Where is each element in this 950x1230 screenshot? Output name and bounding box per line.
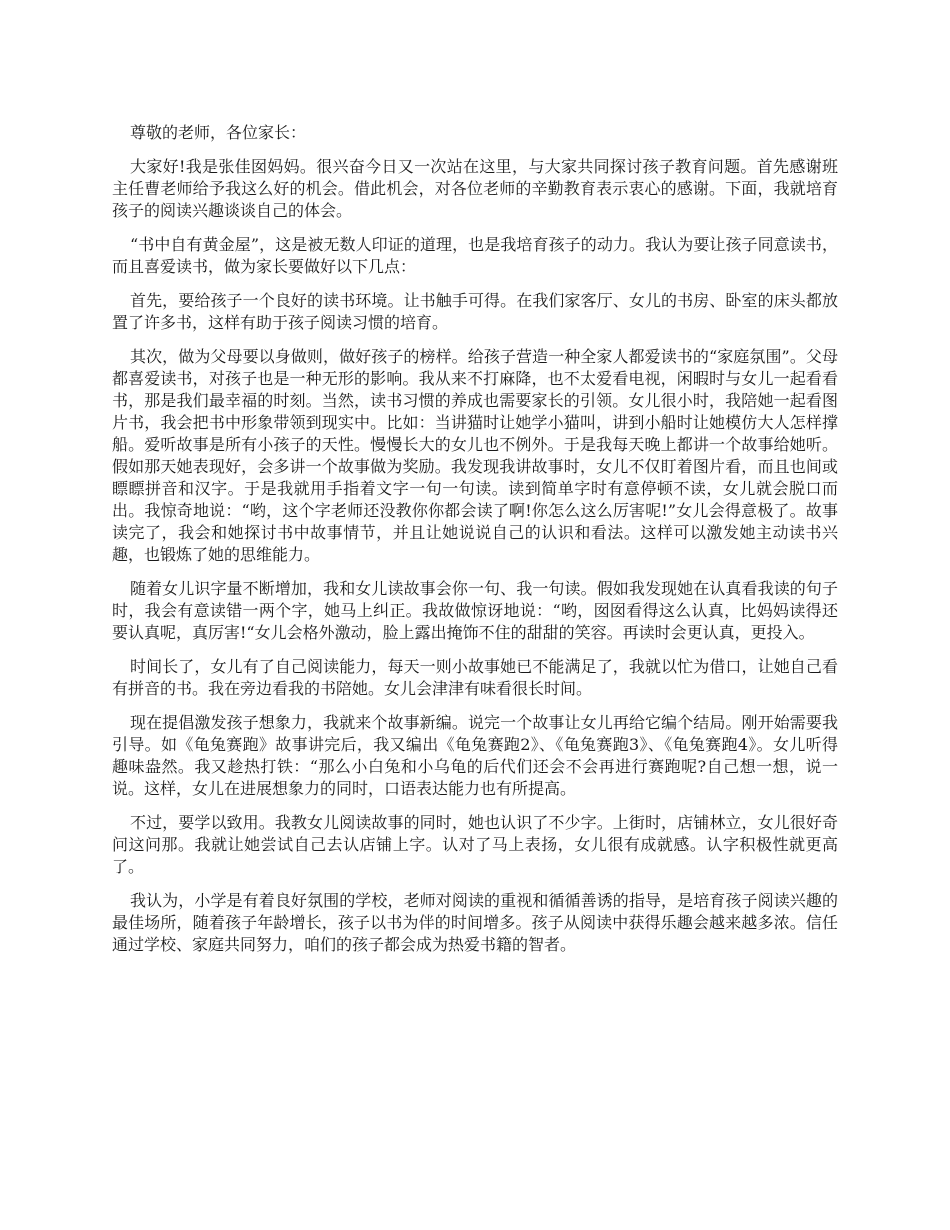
paragraph-4: 其次，做为父母要以身做则，做好孩子的榜样。给孩子营造一种全家人都爱读书的“家庭氛围”。父母都喜爱读书，对孩子也是一种无形的影响。我从来不打麻降，也不太爱看电视，闲暇时与女儿一起看看书，那是我们最幸福的时刻。当然，读书习惯的养成也需要家长的引领。女儿很小时，我陪她一起看图片书，我会把书中形象带领到现实中。比如：当讲猫时让她学小猫叫，讲到小船时让她模仿大人怎样撑船。爱听故事是所有小孩子的天性。慢慢长大的女儿也不例外。于是我每天晚上都讲一个故事给她听。假如那天她表现好，会多讲一个故事做为奖励。我发现我讲故事时，女儿不仅盯着图片看，而且也间或瞟瞟拼音和汉字。于是我就用手指着文字一句一句读。读到简单字时有意停顿不读，女儿就会脱口而出。我惊奇地说：“哟，这个字老师还没教你你都会读了啊!你怎么这么厉害呢!”女儿会得意极了。故事读完了，我会和她探讨书中故事情节，并且让她说说自己的认识和看法。这样可以激发她主动读书兴趣，也锻炼了她的思维能力。 xyxy=(112,347,838,564)
paragraph-8: 不过，要学以致用。我教女儿阅读故事的同时，她也认识了不少字。上街时，店铺林立，女儿很好奇问这问那。我就让她尝试自己去认店铺上字。认对了马上表扬，女儿很有成就感。认字积极性就更高了。 xyxy=(112,813,838,876)
paragraph-6: 时间长了，女儿有了自己阅读能力，每天一则小故事她已不能满足了，我就以忙为借口，让她自己看有拼音的书。我在旁边看我的书陪她。女儿会津津有味看很长时间。 xyxy=(112,657,838,698)
paragraph-7: 现在提倡激发孩子想象力，我就来个故事新编。说完一个故事让女儿再给它编个结局。刚开始需要我引导。如《龟兔赛跑》故事讲完后，我又编出《龟兔赛跑2》、《龟兔赛跑3》、《龟兔赛跑4》。女儿听得趣味盎然。我又趁热打铁：“那么小白兔和小乌龟的后代们还会不会再进行赛跑呢?自己想一想，说一说。这样，女儿在进展想象力的同时，口语表达能力也有所提高。 xyxy=(112,713,838,798)
paragraph-5: 随着女儿识字量不断增加，我和女儿读故事会你一句、我一句读。假如我发现她在认真看我读的句子时，我会有意读错一两个字，她马上纠正。我故做惊讶地说：“哟，囡囡看得这么认真，比妈妈读得还要认真呢，真厉害!“女儿会格外激动，脸上露出掩饰不住的甜甜的笑容。再读时会更认真，更投入。 xyxy=(112,579,838,642)
greeting: 尊敬的老师，各位家长： xyxy=(130,123,307,142)
paragraph-3: 首先，要给孩子一个良好的读书环境。让书触手可得。在我们家客厅、女儿的书房、卧室的床头都放置了许多书，这样有助于孩子阅读习惯的培育。 xyxy=(112,291,838,332)
paragraph-1: 大家好!我是张佳囡妈妈。很兴奋今日又一次站在这里，与大家共同探讨孩子教育问题。首先感谢班主任曹老师给予我这么好的机会。借此机会，对各位老师的辛勤教育表示衷心的感谢。下面，我就培育孩子的阅读兴趣谈谈自己的体会。 xyxy=(112,157,838,220)
document-body xyxy=(112,122,838,968)
paragraph-9: 我认为，小学是有着良好氛围的学校，老师对阅读的重视和循循善诱的指导，是培育孩子阅读兴趣的最佳场所，随着孩子年龄增长，孩子以书为伴的时间增多。孩子从阅读中获得乐趣会越来越多浓。信任通过学校、家庭共同努力，咱们的孩子都会成为热爱书籍的智者。 xyxy=(112,891,838,954)
paragraph-2: “书中自有黄金屋”，这是被无数人印证的道理，也是我培育孩子的动力。我认为要让孩子同意读书，而且喜爱读书，做为家长要做好以下几点： xyxy=(112,235,838,276)
